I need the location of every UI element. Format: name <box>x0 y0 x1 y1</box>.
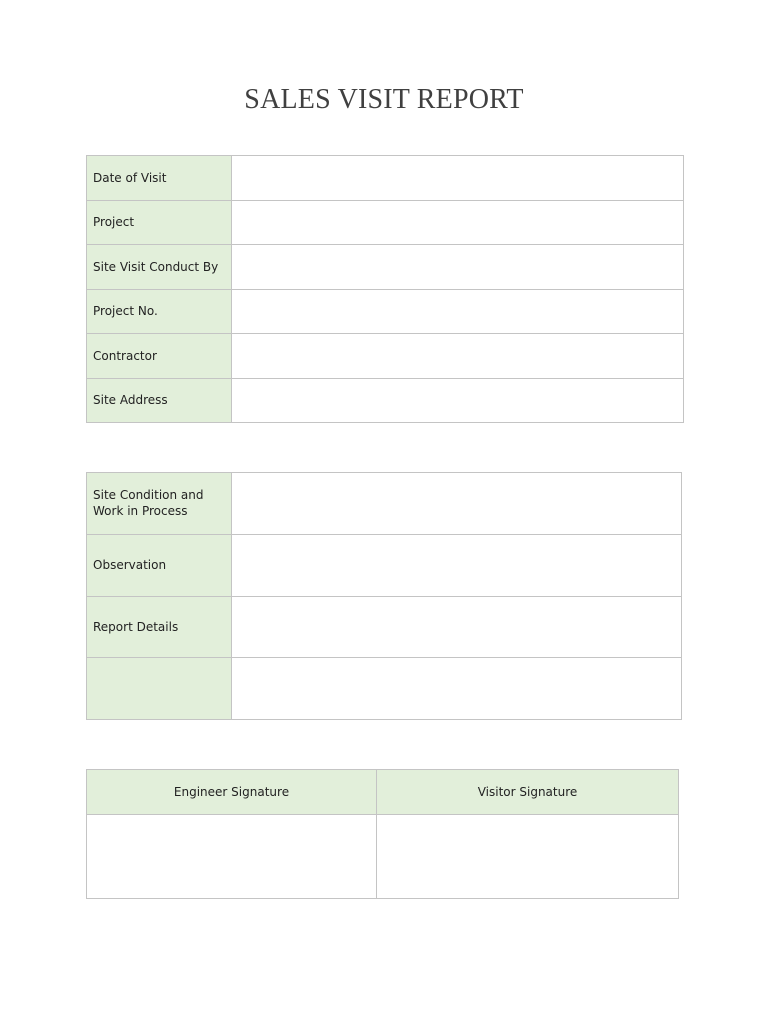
table-row <box>87 658 682 720</box>
visitor-signature-label: Visitor Signature <box>377 770 679 815</box>
table-row <box>87 156 684 201</box>
blank-label-cell <box>87 658 232 720</box>
site-address-field[interactable] <box>232 378 684 423</box>
project-label: Project <box>87 200 232 245</box>
project-field[interactable] <box>232 200 684 245</box>
blank-value-field[interactable] <box>232 658 682 720</box>
contractor-label: Contractor <box>87 334 232 379</box>
site-condition-label: Site Condition and Work in Process <box>87 473 232 535</box>
table-row <box>87 200 684 245</box>
signature-body-row <box>87 815 679 899</box>
date-of-visit-field[interactable] <box>232 156 684 201</box>
table-row <box>87 245 684 290</box>
report-details-label: Report Details <box>87 596 232 658</box>
site-visit-conduct-by-label: Site Visit Conduct By <box>87 245 232 290</box>
site-visit-conduct-by-field[interactable] <box>232 245 684 290</box>
engineer-signature-field[interactable] <box>87 815 377 899</box>
site-condition-field[interactable] <box>232 473 682 535</box>
contractor-field[interactable] <box>232 334 684 379</box>
table-row <box>87 596 682 658</box>
report-details-field[interactable] <box>232 596 682 658</box>
visit-info-table <box>86 155 684 423</box>
signature-header-row <box>87 770 679 815</box>
date-of-visit-label: Date of Visit <box>87 156 232 201</box>
signature-table <box>86 769 679 899</box>
report-table <box>86 472 682 720</box>
observation-field[interactable] <box>232 534 682 596</box>
table-row <box>87 378 684 423</box>
project-no-label: Project No. <box>87 289 232 334</box>
engineer-signature-label: Engineer Signature <box>87 770 377 815</box>
table-row <box>87 289 684 334</box>
table-row <box>87 534 682 596</box>
page-title: SALES VISIT REPORT <box>244 84 524 115</box>
visitor-signature-field[interactable] <box>377 815 679 899</box>
project-no-field[interactable] <box>232 289 684 334</box>
table-row <box>87 334 684 379</box>
observation-label: Observation <box>87 534 232 596</box>
table-row <box>87 473 682 535</box>
site-address-label: Site Address <box>87 378 232 423</box>
